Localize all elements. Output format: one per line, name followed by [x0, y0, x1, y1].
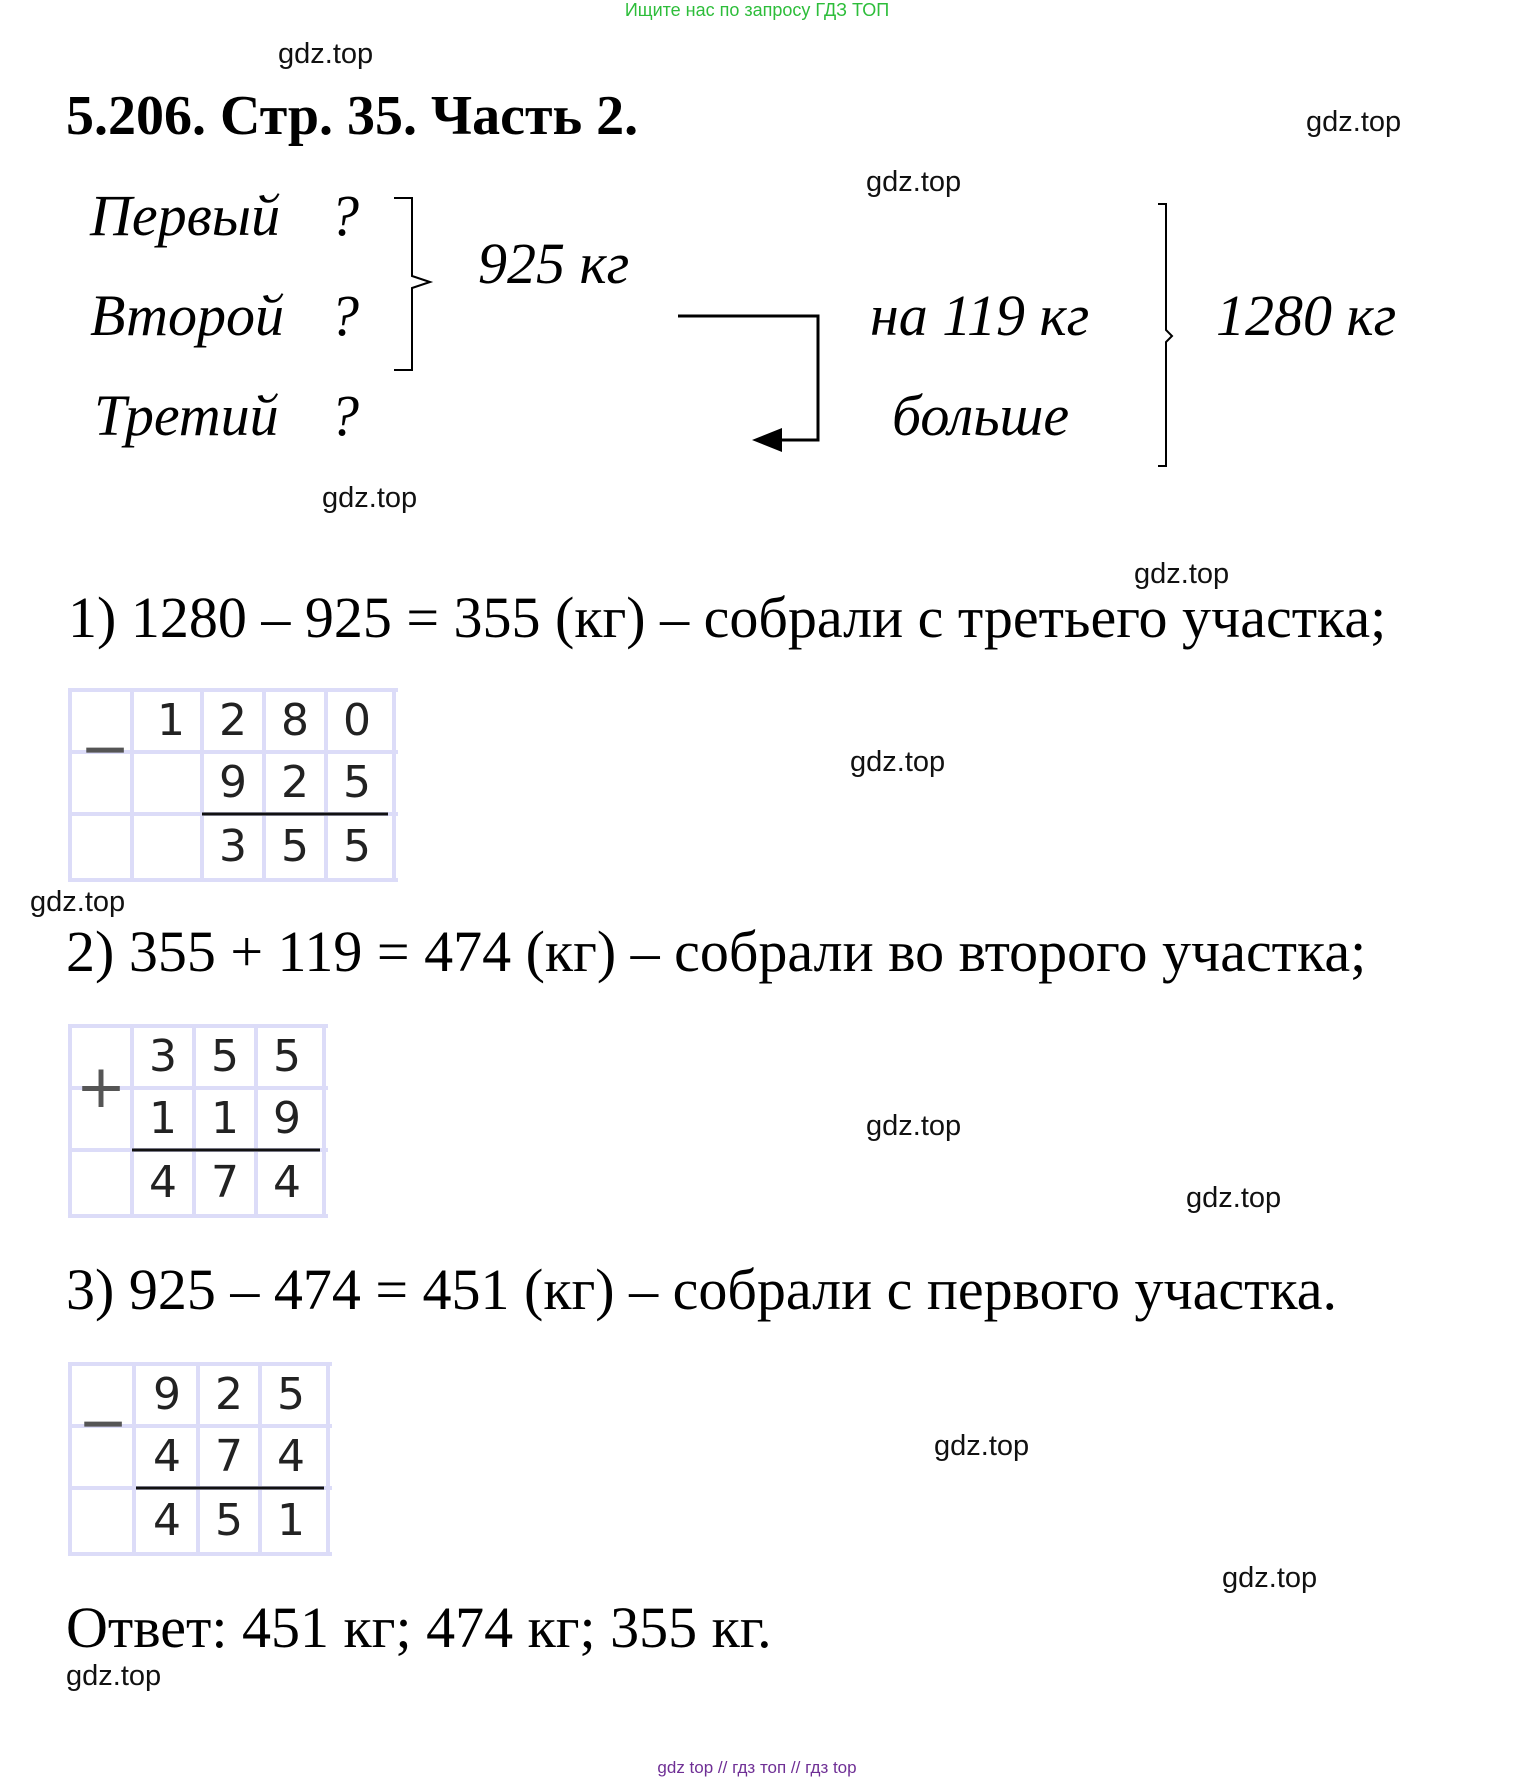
digit-cell: 5 [343, 821, 371, 872]
scheme-value-first: ? [330, 183, 359, 248]
digit-cell: 2 [281, 757, 309, 808]
digit-cell: 0 [343, 695, 371, 746]
scheme-label-second: Второй [90, 283, 285, 348]
scheme-value-third: ? [330, 383, 359, 448]
digit-cell: 9 [153, 1369, 181, 1420]
minus-sign: − [79, 714, 131, 784]
column-calc-1 [68, 688, 398, 882]
scheme-value-second: ? [330, 283, 359, 348]
promo-banner[interactable]: Ищите нас по запросу ГДЗ ТОП [624, 0, 890, 20]
digit-cell: 5 [281, 821, 309, 872]
column-calc-2 [68, 1024, 328, 1218]
watermark: gdz.top [1134, 558, 1230, 590]
scheme-sum-first-two: 925 кг [478, 231, 630, 296]
solution-step-2: 2) 355 + 119 = 474 (кг) – собрали во второго участка; [66, 919, 1367, 984]
minus-sign: − [77, 1388, 129, 1458]
digit-cell: 1 [277, 1495, 305, 1546]
plus-sign: + [75, 1052, 127, 1122]
digit-cell: 4 [153, 1431, 181, 1482]
digit-cell: 4 [153, 1495, 181, 1546]
watermark: gdz.top [322, 482, 418, 514]
digit-cell: 9 [273, 1093, 301, 1144]
page-title: 5.206. Стр. 35. Часть 2. [66, 85, 639, 147]
watermark: gdz.top [850, 746, 946, 778]
digit-cell: 9 [219, 757, 247, 808]
watermark: gdz.top [866, 1110, 962, 1142]
digit-cell: 7 [215, 1431, 243, 1482]
watermark: gdz.top [278, 38, 374, 70]
digit-cell: 1 [149, 1093, 177, 1144]
scheme-label-first: Первый [90, 183, 281, 248]
watermark: gdz.top [934, 1430, 1030, 1462]
digit-cell: 1 [157, 695, 185, 746]
brace-total [1158, 204, 1172, 466]
digit-cell: 5 [215, 1495, 243, 1546]
watermark: gdz.top [866, 166, 962, 198]
difference-arrow-line [678, 316, 818, 440]
solution-step-3: 3) 925 – 474 = 451 (кг) – собрали с первого участка. [66, 1257, 1338, 1322]
digit-cell: 2 [215, 1369, 243, 1420]
digit-cell: 4 [149, 1157, 177, 1208]
digit-cell: 3 [219, 821, 247, 872]
watermark: gdz.top [30, 886, 126, 918]
watermark: gdz.top [1222, 1562, 1318, 1594]
scheme-diagram [0, 0, 1514, 520]
scheme-difference-line2: больше [892, 383, 1070, 448]
digit-cell: 5 [273, 1031, 301, 1082]
brace-first-two [394, 198, 430, 370]
scheme-total: 1280 кг [1216, 283, 1397, 348]
watermark: gdz.top [66, 1660, 162, 1692]
footer-links[interactable]: gdz top // гдз топ // гдз top [657, 1758, 857, 1777]
solution-step-1: 1) 1280 – 925 = 355 (кг) – собрали с третьего участка; [68, 585, 1387, 650]
digit-cell: 8 [281, 695, 309, 746]
digit-cell: 5 [277, 1369, 305, 1420]
watermark: gdz.top [1306, 106, 1402, 138]
column-calc-3 [68, 1362, 332, 1556]
digit-cell: 4 [273, 1157, 301, 1208]
scheme-difference-line1: на 119 кг [870, 283, 1090, 348]
digit-cell: 7 [211, 1157, 239, 1208]
watermark: gdz.top [1186, 1182, 1282, 1214]
difference-arrow-head [752, 428, 782, 452]
digit-cell: 2 [219, 695, 247, 746]
digit-cell: 4 [277, 1431, 305, 1482]
digit-cell: 5 [343, 757, 371, 808]
answer-text: Ответ: 451 кг; 474 кг; 355 кг. [66, 1595, 772, 1660]
digit-cell: 3 [149, 1031, 177, 1082]
digit-cell: 1 [211, 1093, 239, 1144]
scheme-label-third: Третий [94, 383, 279, 448]
digit-cell: 5 [211, 1031, 239, 1082]
